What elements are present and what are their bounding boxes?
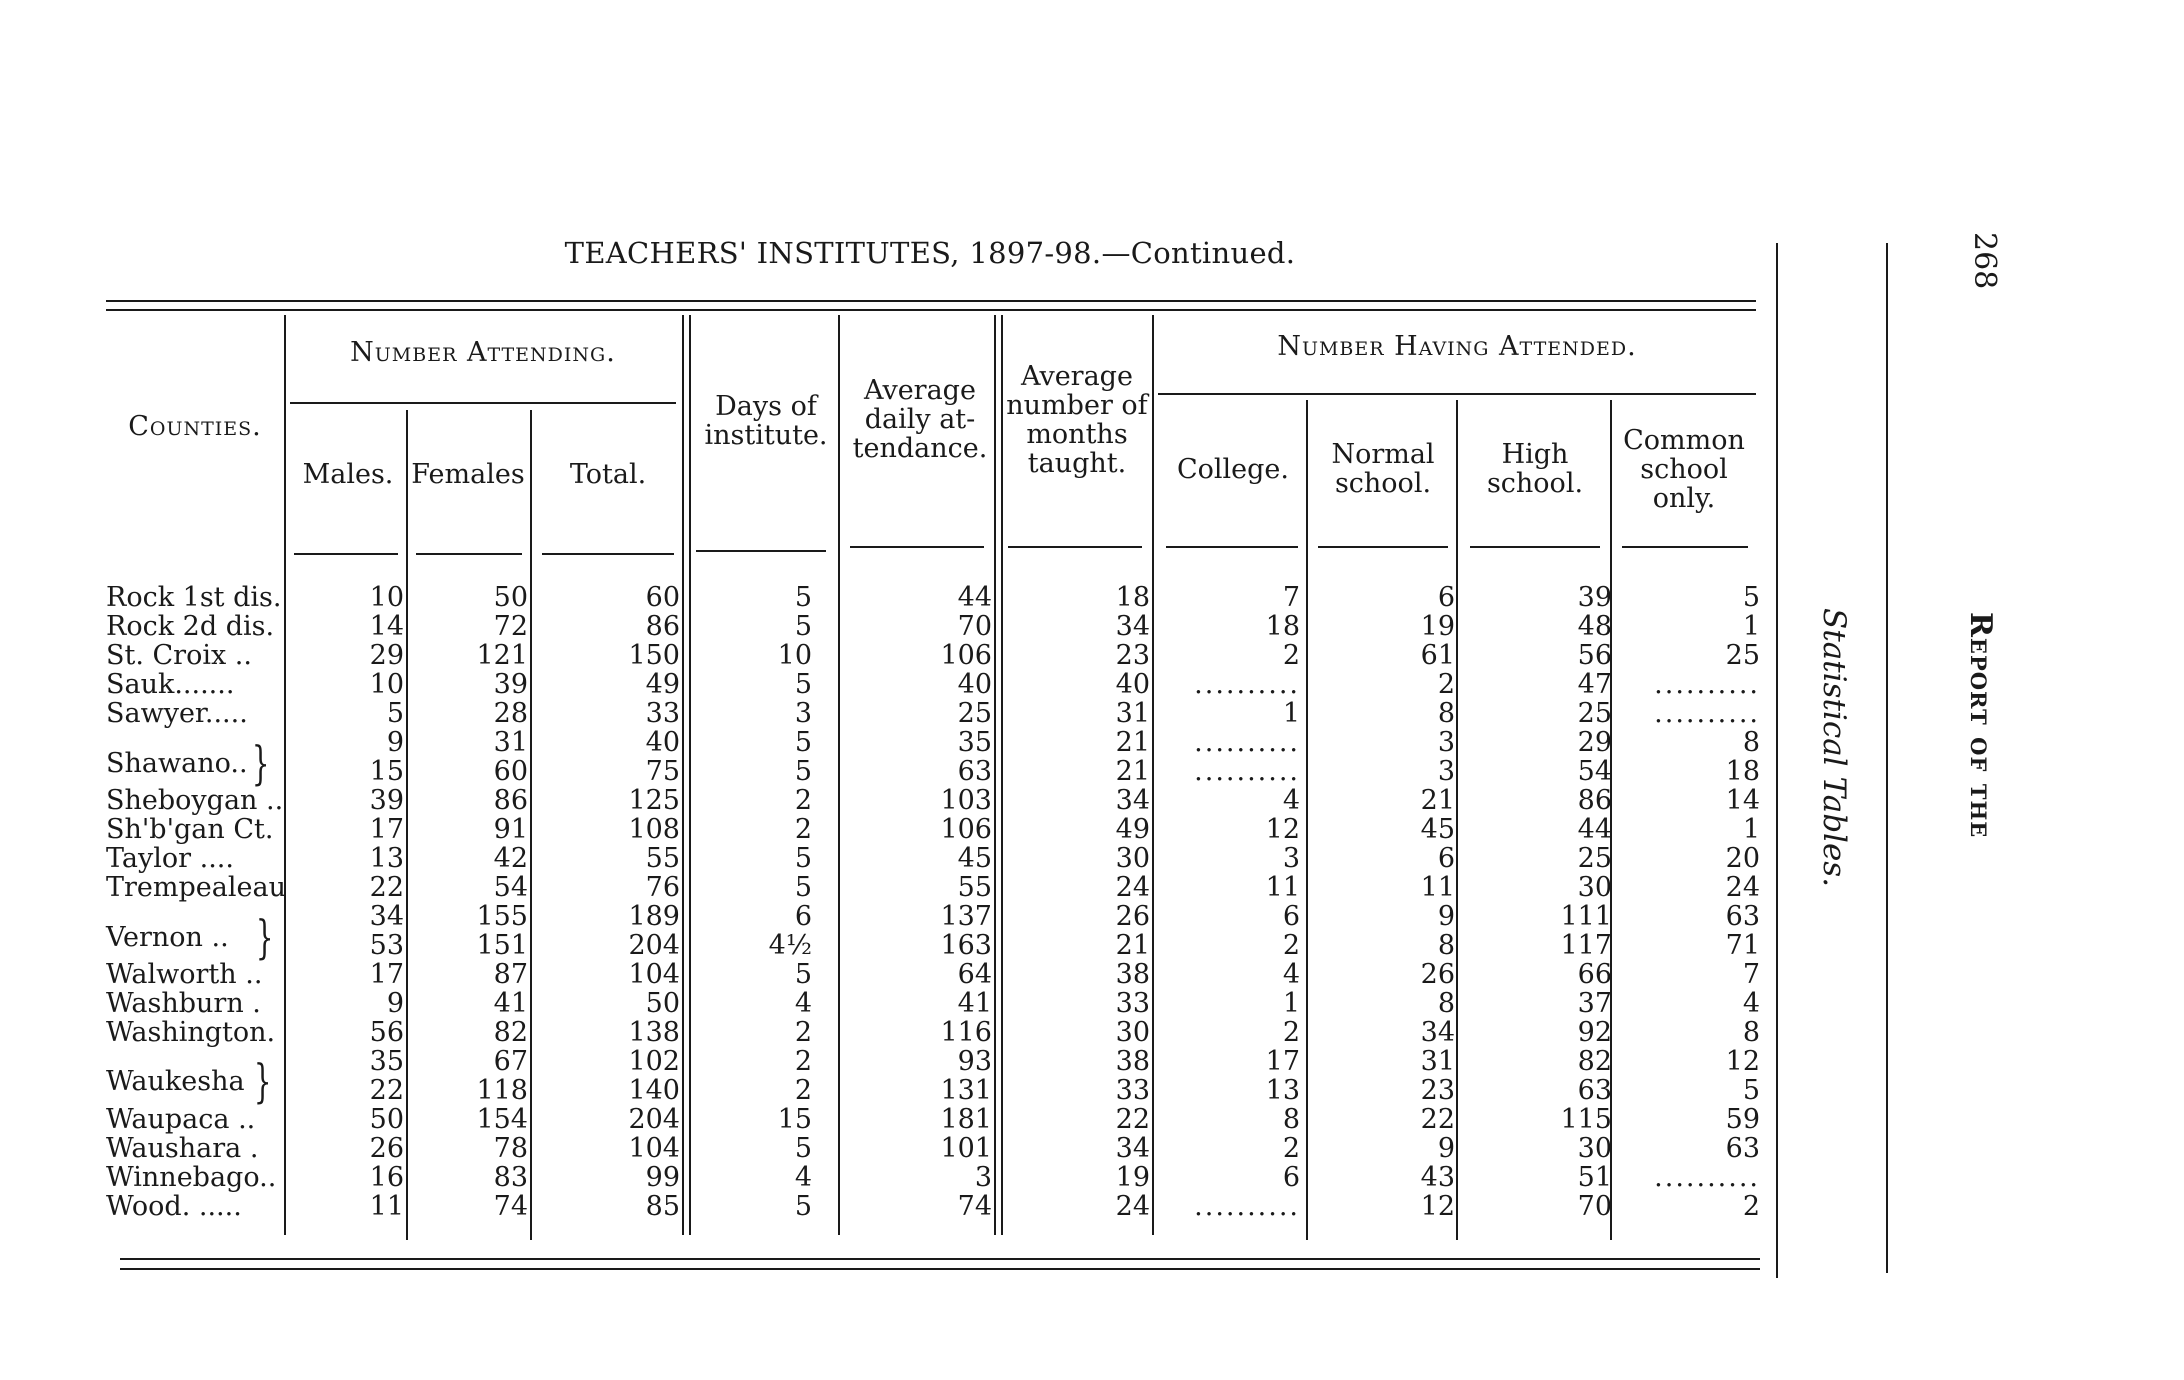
cell-college: 1 [1282,988,1300,1019]
header-underline [416,553,522,555]
cell-common: 5 [1742,582,1760,613]
cell-total: 99 [645,1162,680,1193]
cell-normal: 61 [1420,640,1455,671]
cell-total: 85 [645,1191,680,1222]
brace-glyph: } [251,736,270,790]
cell-avg-months: 33 [1115,988,1150,1019]
cell-males: 35 [369,1046,404,1077]
cell-avg-months: 34 [1115,611,1150,642]
county-name: St. Croix .. [106,640,252,671]
cell-total: 60 [645,582,680,613]
cell-high: 66 [1577,959,1612,990]
cell-days: 5 [794,727,812,758]
cell-high: 92 [1577,1017,1612,1048]
cell-normal: 6 [1437,843,1455,874]
cell-days: 2 [794,814,812,845]
cell-normal: 12 [1420,1191,1455,1222]
cell-high: 30 [1577,1133,1612,1164]
cell-days: 5 [794,959,812,990]
cell-common: 71 [1725,930,1760,961]
cell-avg-daily: 74 [957,1191,992,1222]
cell-normal: 19 [1420,611,1455,642]
cell-days: 2 [794,1075,812,1106]
header-underline [1008,546,1142,548]
cell-avg-daily: 25 [957,698,992,729]
header-underline [1318,546,1448,548]
county-name: Rock 2d dis. [106,611,275,642]
cell-total: 50 [645,988,680,1019]
cell-females: 50 [493,582,528,613]
right-border-rule [1776,243,1778,1278]
cell-total: 76 [645,872,680,903]
cell-males: 5 [386,698,404,729]
county-group-label: Waukesha [106,1066,245,1097]
cell-college: .......... [1194,756,1300,787]
cell-days: 5 [794,611,812,642]
cell-avg-daily: 116 [940,1017,992,1048]
cell-females: 67 [493,1046,528,1077]
col-sep-counties [284,315,286,1235]
header-underline [294,553,398,555]
cell-males: 26 [369,1133,404,1164]
cell-college: .......... [1194,1191,1300,1222]
cell-high: 86 [1577,785,1612,816]
cell-avg-months: 24 [1115,872,1150,903]
cell-males: 53 [369,930,404,961]
cell-college: .......... [1194,727,1300,758]
header-common: Common school only. [1623,425,1745,514]
county-name: Rock 1st dis. [106,582,282,613]
cell-avg-daily: 44 [957,582,992,613]
cell-avg-months: 21 [1115,930,1150,961]
section-label: Statistical Tables. [1816,608,1852,888]
col-sep-total-b [689,315,691,1235]
cell-avg-daily: 137 [940,901,992,932]
county-name: Walworth .. [106,959,263,990]
cell-females: 78 [493,1133,528,1164]
county-name: Waushara . [106,1133,259,1164]
cell-females: 121 [476,640,528,671]
cell-males: 22 [369,872,404,903]
header-number-having-attended: Number Having Attended. [1277,331,1637,362]
header-underline [1470,546,1600,548]
cell-avg-daily: 106 [940,814,992,845]
county-name: Wood. ..... [106,1191,242,1222]
cell-males: 22 [369,1075,404,1106]
cell-common: 1 [1742,611,1760,642]
cell-common: 25 [1725,640,1760,671]
cell-avg-daily: 103 [940,785,992,816]
cell-days: 5 [794,843,812,874]
cell-high: 29 [1577,727,1612,758]
cell-total: 86 [645,611,680,642]
cell-normal: 9 [1437,1133,1455,1164]
cell-common: 1 [1742,814,1760,845]
cell-females: 60 [493,756,528,787]
cell-avg-months: 18 [1115,582,1150,613]
cell-females: 151 [476,930,528,961]
header-underline [850,546,984,548]
cell-females: 42 [493,843,528,874]
cell-days: 5 [794,1191,812,1222]
cell-avg-daily: 35 [957,727,992,758]
cell-females: 83 [493,1162,528,1193]
cell-days: 4½ [768,930,812,961]
header-number-attending: Number Attending. [350,337,616,368]
cell-days: 5 [794,872,812,903]
cell-normal: 34 [1420,1017,1455,1048]
header-underline [696,550,826,552]
county-name: Sauk....... [106,669,235,700]
cell-normal: 8 [1437,988,1455,1019]
cell-high: 25 [1577,843,1612,874]
cell-high: 51 [1577,1162,1612,1193]
cell-common: 4 [1742,988,1760,1019]
cell-normal: 9 [1437,901,1455,932]
col-sep-normal [1456,400,1458,1240]
cell-avg-months: 22 [1115,1104,1150,1135]
cell-avg-months: 33 [1115,1075,1150,1106]
cell-college: 4 [1282,959,1300,990]
cell-college: 4 [1282,785,1300,816]
cell-days: 5 [794,1133,812,1164]
cell-avg-months: 30 [1115,843,1150,874]
cell-high: 37 [1577,988,1612,1019]
cell-college: 1 [1282,698,1300,729]
cell-females: 39 [493,669,528,700]
cell-common: 8 [1742,727,1760,758]
cell-high: 70 [1577,1191,1612,1222]
col-sep-females [530,410,532,1240]
rule-under-number-attending [290,402,676,404]
cell-males: 9 [386,988,404,1019]
top-rule-2 [106,309,1756,311]
county-name: Winnebago.. [106,1162,277,1193]
cell-males: 56 [369,1017,404,1048]
cell-high: 47 [1577,669,1612,700]
header-underline [542,553,674,555]
cell-college: 8 [1282,1104,1300,1135]
cell-high: 44 [1577,814,1612,845]
county-name: Sh'b'gan Ct. [106,814,274,845]
cell-males: 15 [369,756,404,787]
col-sep-months [1152,315,1154,1235]
cell-total: 104 [628,1133,680,1164]
cell-males: 39 [369,785,404,816]
cell-avg-months: 38 [1115,1046,1150,1077]
cell-avg-daily: 70 [957,611,992,642]
county-name: Washington. [106,1017,276,1048]
cell-males: 11 [369,1191,404,1222]
cell-males: 9 [386,727,404,758]
header-high: High school. [1486,439,1584,499]
cell-females: 28 [493,698,528,729]
cell-days: 2 [794,785,812,816]
cell-common: 18 [1725,756,1760,787]
cell-total: 49 [645,669,680,700]
cell-females: 82 [493,1017,528,1048]
cell-avg-months: 38 [1115,959,1150,990]
cell-females: 118 [476,1075,528,1106]
cell-normal: 43 [1420,1162,1455,1193]
cell-females: 31 [493,727,528,758]
cell-normal: 2 [1437,669,1455,700]
header-college: College. [1176,454,1289,485]
cell-common: 59 [1725,1104,1760,1135]
table-title: TEACHERS' INSTITUTES, 1897-98.—Continued. [564,236,1296,270]
cell-college: 18 [1265,611,1300,642]
cell-normal: 31 [1420,1046,1455,1077]
header-underline [1166,546,1298,548]
header-total: Total. [569,459,647,490]
cell-common: 14 [1725,785,1760,816]
cell-total: 204 [628,1104,680,1135]
cell-males: 13 [369,843,404,874]
cell-females: 54 [493,872,528,903]
cell-avg-months: 21 [1115,727,1150,758]
cell-avg-daily: 101 [940,1133,992,1164]
cell-total: 125 [628,785,680,816]
cell-normal: 22 [1420,1104,1455,1135]
cell-college: 2 [1282,1017,1300,1048]
cell-normal: 26 [1420,959,1455,990]
cell-high: 82 [1577,1046,1612,1077]
cell-avg-months: 24 [1115,1191,1150,1222]
cell-avg-daily: 45 [957,843,992,874]
cell-females: 87 [493,959,528,990]
cell-college: 2 [1282,930,1300,961]
cell-high: 30 [1577,872,1612,903]
running-head: Report of the [1963,612,1998,839]
cell-normal: 6 [1437,582,1455,613]
cell-total: 33 [645,698,680,729]
county-name: Washburn . [106,988,261,1019]
cell-common: 7 [1742,959,1760,990]
county-name: Waupaca .. [106,1104,256,1135]
header-females: Females [411,459,525,490]
cell-avg-months: 26 [1115,901,1150,932]
cell-females: 72 [493,611,528,642]
cell-total: 140 [628,1075,680,1106]
cell-total: 40 [645,727,680,758]
cell-high: 25 [1577,698,1612,729]
cell-males: 10 [369,669,404,700]
cell-common: 12 [1725,1046,1760,1077]
cell-avg-months: 34 [1115,1133,1150,1164]
cell-avg-months: 34 [1115,785,1150,816]
brace-glyph: } [255,910,274,964]
cell-females: 86 [493,785,528,816]
cell-total: 104 [628,959,680,990]
cell-avg-daily: 106 [940,640,992,671]
county-group-label: Vernon .. [106,922,229,953]
cell-high: 115 [1560,1104,1612,1135]
cell-days: 5 [794,756,812,787]
cell-avg-daily: 64 [957,959,992,990]
cell-days: 2 [794,1017,812,1048]
cell-males: 16 [369,1162,404,1193]
cell-normal: 11 [1420,872,1455,903]
cell-college: 2 [1282,1133,1300,1164]
cell-males: 10 [369,582,404,613]
header-underline [1622,546,1748,548]
cell-total: 204 [628,930,680,961]
cell-females: 155 [476,901,528,932]
cell-college: 3 [1282,843,1300,874]
cell-normal: 3 [1437,756,1455,787]
cell-females: 74 [493,1191,528,1222]
cell-college: .......... [1194,669,1300,700]
brace-glyph: } [253,1054,272,1108]
cell-high: 117 [1560,930,1612,961]
page-edge-rule [1886,243,1888,1273]
cell-college: 11 [1265,872,1300,903]
header-counties: Counties. [128,411,262,442]
cell-males: 17 [369,814,404,845]
cell-avg-daily: 41 [957,988,992,1019]
cell-common: 63 [1725,1133,1760,1164]
col-sep-total-a [682,315,684,1235]
header-normal: Normal school. [1331,439,1435,499]
county-group-label: Shawano.. [106,748,248,779]
cell-avg-months: 21 [1115,756,1150,787]
county-name: Sawyer..... [106,698,248,729]
cell-total: 150 [628,640,680,671]
header-days: Days of institute. [704,391,828,451]
cell-days: 3 [794,698,812,729]
cell-college: 7 [1282,582,1300,613]
cell-common: .......... [1654,1162,1760,1193]
cell-common: .......... [1654,698,1760,729]
cell-common: 2 [1742,1191,1760,1222]
col-sep-males [406,410,408,1240]
cell-college: 12 [1265,814,1300,845]
cell-normal: 21 [1420,785,1455,816]
cell-avg-daily: 131 [940,1075,992,1106]
col-sep-daily-a [994,315,996,1235]
cell-avg-daily: 181 [940,1104,992,1135]
cell-males: 34 [369,901,404,932]
cell-high: 56 [1577,640,1612,671]
cell-common: 8 [1742,1017,1760,1048]
cell-normal: 45 [1420,814,1455,845]
top-rule-1 [106,300,1756,302]
cell-avg-months: 40 [1115,669,1150,700]
col-sep-days [838,315,840,1235]
cell-males: 29 [369,640,404,671]
rule-under-number-having [1158,393,1756,395]
cell-high: 54 [1577,756,1612,787]
cell-common: 24 [1725,872,1760,903]
cell-avg-months: 30 [1115,1017,1150,1048]
cell-high: 111 [1560,901,1612,932]
cell-days: 5 [794,669,812,700]
cell-common: 63 [1725,901,1760,932]
cell-common: 5 [1742,1075,1760,1106]
cell-males: 14 [369,611,404,642]
cell-normal: 8 [1437,930,1455,961]
cell-college: 6 [1282,1162,1300,1193]
cell-days: 4 [794,988,812,1019]
cell-avg-months: 31 [1115,698,1150,729]
cell-common: 20 [1725,843,1760,874]
cell-high: 48 [1577,611,1612,642]
cell-avg-daily: 55 [957,872,992,903]
cell-days: 6 [794,901,812,932]
header-avg-daily: Average daily at-tendance. [852,375,988,464]
cell-females: 154 [476,1104,528,1135]
cell-total: 138 [628,1017,680,1048]
cell-avg-daily: 40 [957,669,992,700]
cell-college: 2 [1282,640,1300,671]
bottom-rule-1 [120,1258,1760,1260]
cell-males: 50 [369,1104,404,1135]
cell-common: .......... [1654,669,1760,700]
county-name: Sheboygan .. [106,785,284,816]
cell-females: 41 [493,988,528,1019]
county-name: Taylor .... [106,843,234,874]
cell-avg-months: 49 [1115,814,1150,845]
cell-high: 63 [1577,1075,1612,1106]
cell-females: 91 [493,814,528,845]
cell-avg-months: 19 [1115,1162,1150,1193]
county-name: Trempealeau [106,872,286,903]
cell-males: 17 [369,959,404,990]
cell-normal: 23 [1420,1075,1455,1106]
bottom-rule-2 [120,1268,1760,1270]
cell-total: 108 [628,814,680,845]
cell-high: 39 [1577,582,1612,613]
cell-days: 4 [794,1162,812,1193]
cell-days: 5 [794,582,812,613]
header-males: Males. [302,459,394,490]
cell-normal: 8 [1437,698,1455,729]
cell-avg-daily: 63 [957,756,992,787]
cell-total: 189 [628,901,680,932]
cell-college: 17 [1265,1046,1300,1077]
cell-avg-daily: 3 [974,1162,992,1193]
header-avg-months: Average number of months taught. [1006,361,1148,479]
cell-college: 13 [1265,1075,1300,1106]
cell-normal: 3 [1437,727,1455,758]
cell-college: 6 [1282,901,1300,932]
cell-avg-months: 23 [1115,640,1150,671]
cell-total: 102 [628,1046,680,1077]
cell-days: 15 [777,1104,812,1135]
cell-total: 75 [645,756,680,787]
cell-avg-daily: 93 [957,1046,992,1077]
page-number: 268 [1967,232,2002,290]
cell-avg-daily: 163 [940,930,992,961]
col-sep-college [1306,400,1308,1240]
cell-days: 10 [777,640,812,671]
cell-total: 55 [645,843,680,874]
cell-days: 2 [794,1046,812,1077]
